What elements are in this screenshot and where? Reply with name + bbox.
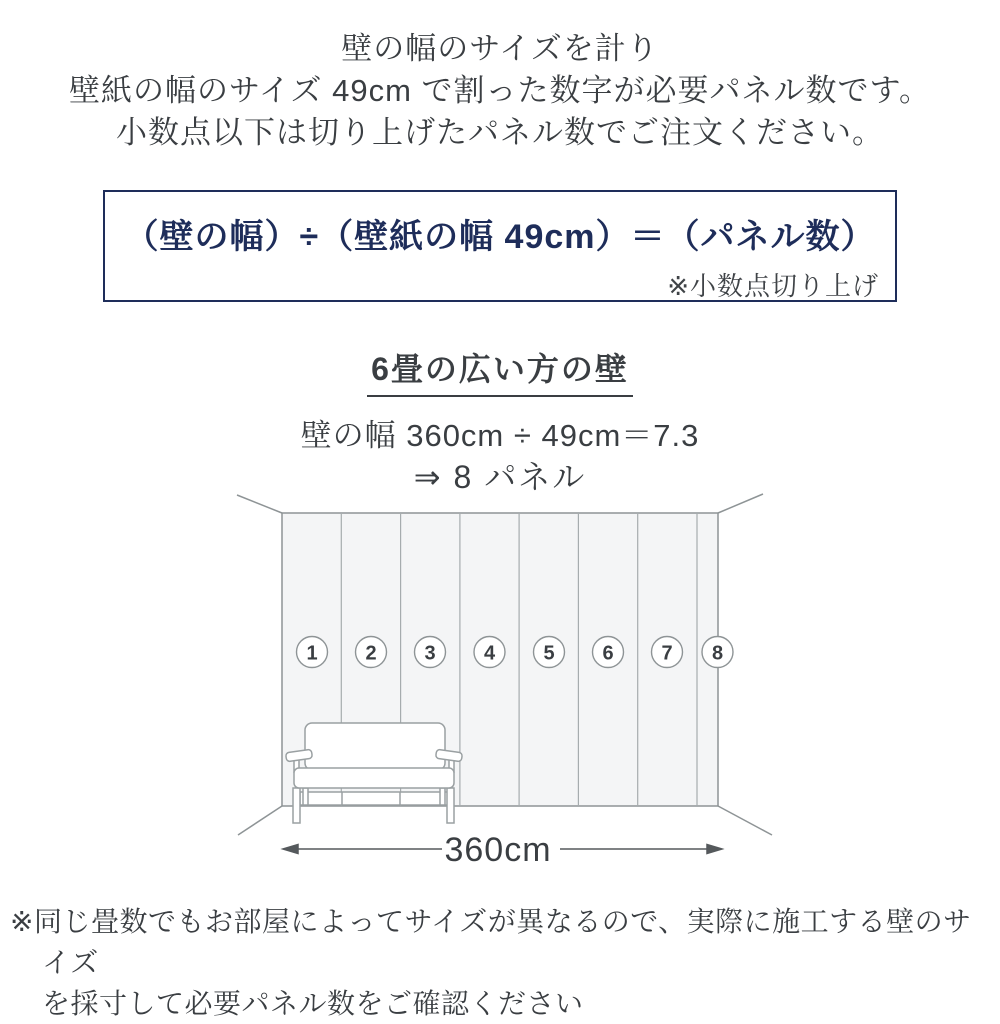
bench-back-leg-right (440, 788, 445, 805)
footnote-line-1: ※同じ畳数でもお部屋によってサイズが異なるので、実際に施工する壁のサイズ (10, 906, 972, 978)
panel-badge-6 (593, 637, 624, 668)
arrowhead-right (707, 845, 722, 854)
panel-badge-4 (474, 637, 505, 668)
intro-line-2: 壁紙の幅のサイズ 49cm で割った数字が必要パネル数です。 (68, 73, 932, 108)
panel-badge-7 (652, 637, 683, 668)
bench-seat (294, 768, 454, 788)
bench-backrest (305, 723, 445, 770)
panel-number-6: 6 (602, 642, 614, 665)
bench-front-leg-right (447, 788, 454, 823)
panel-number-8: 8 (711, 642, 724, 665)
arrowhead-left (283, 845, 298, 854)
intro-line-3: 小数点以下は切り上げたパネル数でご注文ください。 (116, 115, 884, 150)
intro-paragraph (0, 28, 1000, 154)
bench-apron (300, 792, 452, 805)
footnote-line-2: を採寸して必要パネル数をご確認ください (42, 988, 584, 1019)
wall-width-label: 360cm (444, 831, 552, 869)
bench-back-leg-left (303, 788, 308, 805)
panel-number-3: 3 (424, 642, 436, 665)
panel-badge-5 (534, 637, 565, 668)
panel-number-1: 1 (306, 642, 318, 665)
bench-front-leg-left (293, 788, 300, 823)
panel-number-5: 5 (543, 642, 555, 665)
panel-badge-3 (415, 637, 446, 668)
example-heading-wrap (0, 344, 1000, 397)
formula-note: ※小数点切り上げ (667, 271, 879, 301)
wall-panel-diagram (0, 470, 1000, 890)
bench (286, 723, 463, 823)
example-heading: 6畳の広い方の壁 (367, 344, 633, 397)
panel-badge-1 (297, 637, 328, 668)
formula-text: （壁の幅）÷（壁紙の幅 49cm）＝（パネル数） (124, 218, 876, 256)
panel-badge-8 (702, 637, 733, 668)
footnote (10, 901, 995, 1024)
panel-number-4: 4 (483, 642, 496, 665)
formula-box (103, 190, 897, 302)
example-result: ⇒ 8 パネル (413, 459, 587, 495)
intro-line-1: 壁の幅のサイズを計り (341, 31, 659, 66)
example-calculation: 壁の幅 360cm ÷ 49cm＝7.3 (300, 418, 700, 453)
panel-number-7: 7 (661, 642, 673, 665)
panel-badge-2 (356, 637, 387, 668)
panel-number-2: 2 (365, 642, 377, 665)
